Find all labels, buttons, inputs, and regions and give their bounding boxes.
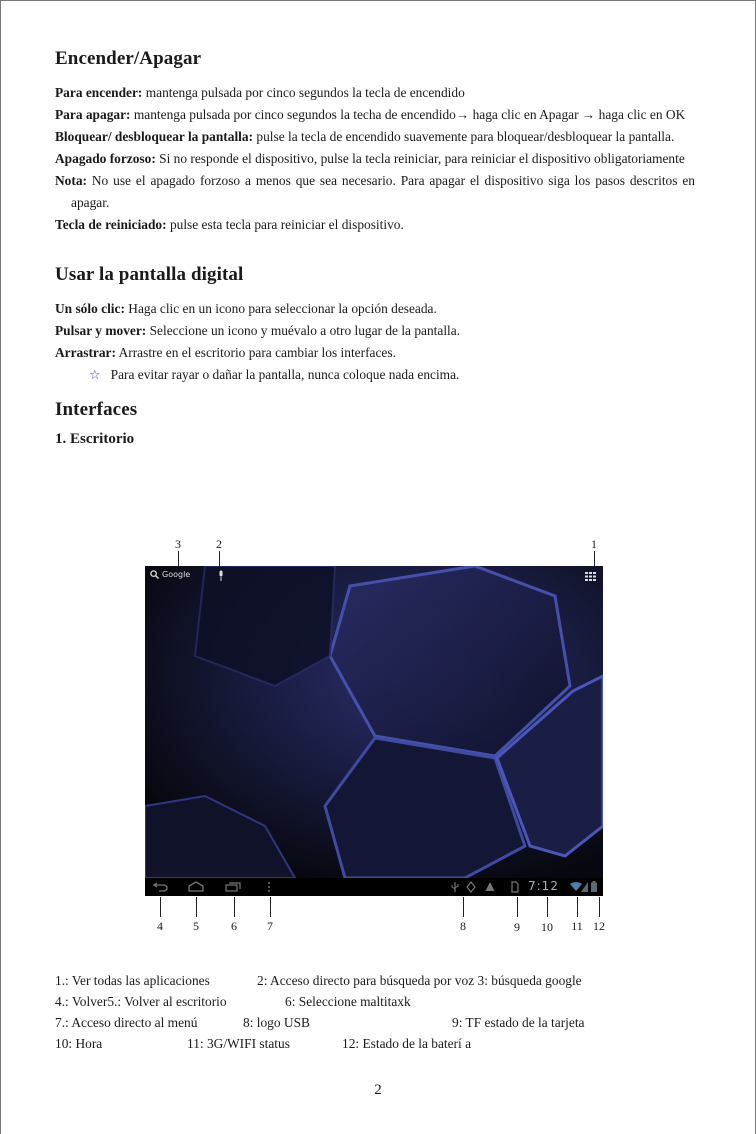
sd-card-icon: [511, 881, 519, 893]
callout-5: 5: [193, 919, 199, 933]
callout-4: 4: [157, 919, 163, 933]
subheading-escritorio: 1. Escritorio: [55, 431, 135, 447]
legend-row-1: [55, 973, 705, 994]
back-icon[interactable]: [153, 882, 169, 892]
callout-11: 11: [571, 919, 583, 933]
document-body: [55, 48, 695, 448]
usb-icon: [450, 881, 460, 893]
para-tecla-reiniciado: Tecla de reiniciado: pulse esta tecla para reiniciar el dispositivo.: [55, 217, 404, 232]
figure-legend: [55, 973, 705, 1057]
legend-item-10: 10: Hora: [55, 1036, 103, 1051]
heading-interfaces: Interfaces: [55, 399, 138, 420]
battery-icon: [591, 881, 597, 892]
callout-3: 3: [175, 537, 181, 551]
legend-item-6: 6: Seleccione maltitaxk: [285, 994, 411, 1009]
callout-6: 6: [231, 919, 237, 933]
star-icon: ☆: [89, 368, 101, 383]
para-bloquear: Bloquear/ desbloquear la pantalla: pulse la tecla de encendido suavemente para bloquear/desbloquear la pantalla.: [55, 129, 675, 144]
callout-3-line: [178, 551, 179, 567]
heading-pantalla-digital: Usar la pantalla digital: [55, 264, 244, 285]
para-encender: Para encender: mantenga pulsada por cinco segundos la tecla de encendido: [55, 85, 465, 100]
callout-12-line: [599, 897, 600, 917]
callout-10-line: [547, 897, 548, 917]
top-bar: [145, 566, 603, 588]
callout-1-line: [594, 551, 595, 567]
clock: 7:12: [528, 879, 559, 893]
menu-icon[interactable]: [267, 882, 271, 892]
warning-icon: [485, 881, 495, 892]
microphone-icon[interactable]: [217, 570, 225, 582]
wallpaper: [145, 566, 603, 878]
navigation-bar: [145, 878, 603, 896]
legend-item-1: 1.: Ver todas las aplicaciones: [55, 973, 210, 988]
callout-7: 7: [267, 919, 273, 933]
home-icon[interactable]: [188, 881, 204, 892]
all-apps-icon[interactable]: [585, 572, 596, 581]
google-search-button[interactable]: [150, 570, 190, 579]
callout-10: 10: [541, 920, 553, 934]
desktop-screenshot: [145, 566, 603, 896]
callout-4-line: [160, 897, 161, 917]
para-pulsar-mover: Pulsar y mover: Seleccione un icono y muévalo a otro lugar de la pantalla.: [55, 323, 461, 338]
para-arrastrar: Arrastrar: Arrastre en el escritorio para cambiar los interfaces.: [55, 345, 396, 360]
signal-icon: [581, 882, 588, 892]
para-apagar: Para apagar: mantenga pulsada por cinco segundos la techa de encendido→ haga clic en Apagar → haga clic en OK: [55, 107, 686, 122]
page-number: 2: [374, 1082, 382, 1098]
callout-11-line: [577, 897, 578, 917]
callout-1: 1: [591, 537, 597, 551]
debug-icon: [466, 881, 476, 893]
legend-row-4: [55, 1036, 705, 1057]
para-un-solo-clic: Un sólo clic: Haga clic en un icono para seleccionar la opción deseada.: [55, 301, 437, 316]
legend-row-2: [55, 994, 705, 1015]
callout-8-line: [463, 897, 464, 917]
legend-item-12: 12: Estado de la baterí a: [342, 1036, 472, 1051]
callout-9: 9: [514, 920, 520, 934]
callout-6-line: [234, 897, 235, 917]
para-apagado-forzoso: Apagado forzoso: Si no responde el dispositivo, pulse la tecla reiniciar, para reiniciar el dispositivo obligatoriamente: [55, 151, 685, 166]
callout-5-line: [196, 897, 197, 917]
recent-apps-icon[interactable]: [225, 881, 241, 892]
callout-2-line: [219, 551, 220, 567]
heading-encender-apagar: Encender/Apagar: [55, 48, 202, 69]
callout-12: 12: [593, 919, 605, 933]
para-nota: Nota: No use el apagado forzoso a menos que sea necesario. Para apagar el dispositivo siga los pasos descritos en apagar.: [55, 173, 695, 210]
legend-item-4-5: 4.: Volver5.: Volver al escritorio: [55, 994, 227, 1009]
callout-8: 8: [460, 919, 466, 933]
google-label: Google: [162, 570, 191, 579]
callout-7-line: [270, 897, 271, 917]
legend-item-9: 9: TF estado de la tarjeta: [452, 1015, 585, 1030]
legend-item-8: 8: logo USB: [243, 1015, 310, 1030]
legend-row-3: [55, 1015, 705, 1036]
tip-line: ☆ Para evitar rayar o dañar la pantalla, nunca coloque nada encima.: [89, 367, 460, 383]
callout-9-line: [517, 897, 518, 917]
callout-2: 2: [216, 537, 222, 551]
search-icon: [150, 570, 159, 579]
legend-item-11: 11: 3G/WIFI status: [187, 1036, 290, 1051]
legend-item-7: 7.: Acceso directo al menú: [55, 1015, 198, 1030]
legend-item-2-3: 2: Acceso directo para búsqueda por voz 3: búsqueda google: [257, 973, 582, 988]
